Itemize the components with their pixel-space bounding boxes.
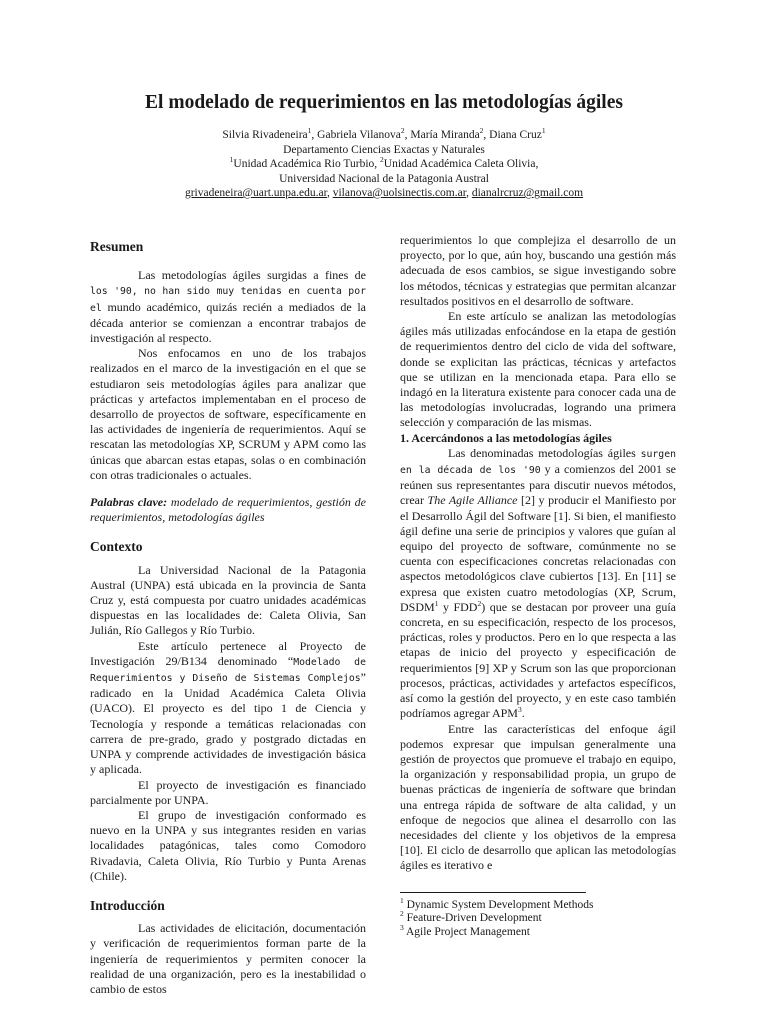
- email-link[interactable]: vilanova@uolsinectis.com.ar: [332, 187, 467, 199]
- resumen-paragraph: Las metodologías ágiles surgidas a fines de los '90, no han sido muy tenidas en cuenta por el mundo académico, quizás recién a mediados de la década anterior se comienzan a encontrar trabajos de investigación al respecto.: [90, 268, 366, 346]
- section-1-paragraph: Las denominadas metodologías ágiles surgen en la década de los '90 y a comienzos del 2001 se reúnen sus representantes para discutir nuevos métodos, crear The Agile Alliance [2] y producir el Manifiesto por el Desarrollo Ágil del Software [1]. Si bien, el manifiesto ágil define una serie de principios y valores que guían al equipo del proyecto de software, comúnmente no se cuenta con especificaciones concretas relacionadas con aspectos metodológicos clave cubiertos [13]. En [11] se expresa que existen cuatro metodologías (XP, Scrum, DSDM$^1$ y FDD$^2$) que se destacan por proveer una guía concreta, en su especificación, respecto de los procesos, prácticas, roles y productos. Pero en lo que respecta a las etapas de inicio del proyecto y especificación de requerimientos [9] XP y Scrum son las que proporcionan procesos, prácticas, actividades y artefactos específicos, así como la gestión del proyecto, y en este caso también podríamos agregar APM$^3$.: [400, 445, 676, 721]
- introduccion-heading: Introducción: [90, 897, 165, 913]
- affiliation: Unidad Académica Rio Turbio,: [233, 158, 381, 170]
- contexto-heading: Contexto: [90, 539, 143, 555]
- footnote-rule: [400, 892, 586, 893]
- resumen-paragraph: Nos enfocamos en uno de los trabajos realizados en el marco de la investigación en el que se estudiaron seis metodologías ágiles para analizar que prácticas y artefactos implementaban en el proceso de desarrollo de proyectos de software, específicamente en las actividades de ingeniería de requerimientos. Aquí se rescatan las metodologías XP, SCRUM y APM como las únicas que abarcan estas etapas, solas o en combinación con otras tradicionales o actuales.: [90, 346, 366, 482]
- footnote-marker: 3: [517, 705, 522, 715]
- author-name: Diana Cruz: [489, 129, 542, 141]
- right-column: [400, 233, 676, 939]
- author-names: Silvia Rivadeneira$^1$, Gabriela Vilanova$^2$, María Miranda$^2$, Diana Cruz$^1$: [222, 126, 546, 141]
- contexto-paragraph: Este artículo pertenece al Proyecto de Investigación 29/B134 denominado “Modelado de Requerimientos y Diseño de Sistemas Complejos” radicado en la Unidad Académica Caleta Olivia (UACO). El proyecto es del tipo 1 de Ciencia y Tecnología y responde a temáticas relacionadas con carrera de pre-grado, grado y postgrado dictadas en UNPA y comprende actividades de investigación básica y aplicada.: [90, 638, 366, 777]
- department: Departamento Ciencias Exactas y Naturales: [283, 143, 485, 156]
- footnote-marker: 1: [434, 598, 439, 608]
- contexto-paragraph: El grupo de investigación conformado es nuevo en la UNPA y sus integrantes residen en varias localidades patagónicas, tales como Comodoro Rivadavia, Caleta Olivia, Río Turbio y Punta Arenas (Chile).: [90, 807, 366, 883]
- footnote: $^2$ Feature-Driven Development: [400, 909, 542, 925]
- university: Universidad Nacional de la Patagonia Austral: [279, 172, 489, 185]
- contexto-paragraph: El proyecto de investigación es financiado parcialmente por UNPA.: [90, 777, 366, 807]
- author-block: [0, 128, 768, 201]
- introduccion-paragraph: Las actividades de elicitación, documentación y verificación de requerimientos forman parte de la ingeniería de requerimientos y permiten conocer la realidad de una organización, pero es la inestabilidad o cambio de estos: [90, 921, 366, 996]
- paper-title: El modelado de requerimientos en las metodologías ágiles: [145, 92, 623, 113]
- affiliation-marker: 1: [229, 155, 234, 165]
- introduccion-paragraph: requerimientos lo que complejiza el desarrollo de un proyecto, por lo que, aún hoy, buscando una gestión más adecuada de esos cambios, se sigue investigando sobre los métodos, técnicas y estrategias que permitan alcanzar resultados positivos en el desarrollo de software.: [400, 233, 676, 308]
- author-name: María Miranda: [410, 129, 480, 141]
- resumen-heading: Resumen: [90, 239, 144, 254]
- affiliation-marker: 1: [307, 126, 312, 136]
- affiliation-marker: 1: [541, 126, 546, 136]
- affiliation-marker: 2: [400, 126, 405, 136]
- introduccion-paragraph: En este artículo se analizan las metodologías ágiles más utilizadas enfocándose en la etapa de gestión de requerimientos dentro del ciclo de vida del software, donde se explicitan las prácticas, técnicas y artefactos que se utilizan en la mencionada etapa. Para ello se indagó en la literatura existente para conocer cada una de las metodologías involucradas, logrando una primera selección y comparación de las mismas.: [400, 309, 676, 430]
- affiliations: [0, 157, 768, 172]
- keywords: Palabras clave: modelado de requerimientos, gestión de requerimientos, metodologías ágiles: [90, 495, 367, 525]
- author-name: Gabriela Vilanova: [317, 129, 401, 141]
- footnote-marker: 2: [477, 598, 482, 608]
- email-list: grivadeneira@uart.unpa.edu.ar, vilanova@uolsinectis.com.ar, dianalrcruz@gmail.com: [184, 187, 584, 199]
- footnote: $^3$ Agile Project Management: [400, 922, 530, 938]
- left-column: [90, 231, 366, 997]
- affiliation: Unidad Académica Caleta Olivia,: [383, 158, 539, 170]
- email-link[interactable]: grivadeneira@uart.unpa.edu.ar: [184, 187, 327, 199]
- email-link[interactable]: dianalrcruz@gmail.com: [471, 187, 584, 199]
- affiliation-marker: 2: [479, 126, 484, 136]
- footnote: $^1$ Dynamic System Development Methods: [400, 895, 594, 911]
- contexto-paragraph: La Universidad Nacional de la Patagonia Austral (UNPA) está ubicada en la provincia de Santa Cruz y, está compuesta por cuatro unidades académicas dispuestas en las localidades de: Caleta Olivia, San Julián, Río Gallegos y Río Turbio.: [90, 562, 366, 638]
- section-1-paragraph: Entre las características del enfoque ágil podemos expresar que impulsan generalmente una gestión de proyectos que promueve el trabajo en equipo, la organización y responsabilidad propia, un grupo de buenas prácticas de ingeniería de software que brindan una entrega rápida de software de alta calidad, y un enfoque de negocios que alinea el desarrollo con las necesidades del cliente y los objetivos de la empresa [10]. El ciclo de desarrollo que aplican las metodologías ágiles es iterativo e: [400, 721, 676, 873]
- affiliation-marker: 2: [380, 155, 384, 165]
- section-1-heading: 1. Acercándonos a las metodologías ágiles: [400, 430, 612, 445]
- author-name: Silvia Rivadeneira: [222, 129, 308, 141]
